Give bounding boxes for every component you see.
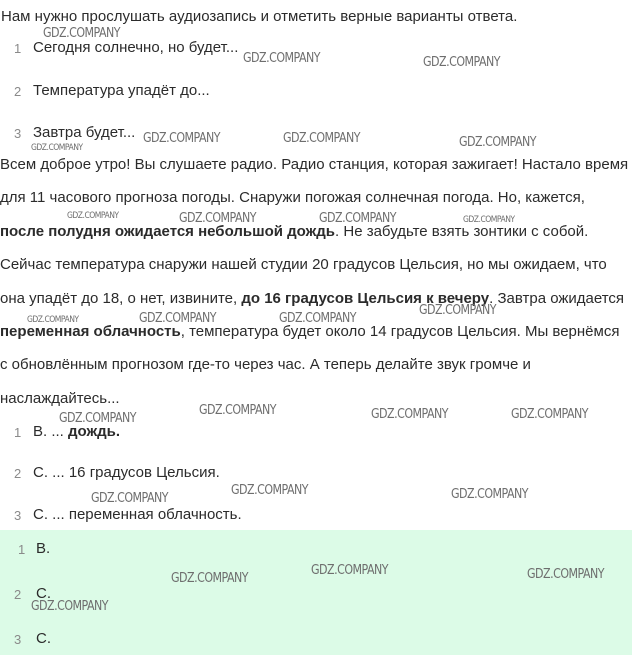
watermark: GDZ.COMPANY bbox=[143, 131, 221, 146]
watermark: GDZ.COMPANY bbox=[91, 491, 169, 506]
question-number: 3 bbox=[14, 126, 22, 141]
question-number: 2 bbox=[14, 84, 22, 99]
answer-key-letter: C. bbox=[36, 585, 51, 602]
answer-number: 2 bbox=[14, 466, 22, 481]
question-text: Сегодня солнечно, но будет... bbox=[33, 39, 239, 56]
watermark: GDZ.COMPANY bbox=[423, 55, 501, 70]
watermark: GDZ.COMPANY bbox=[199, 403, 277, 418]
watermark: GDZ.COMPANY bbox=[243, 51, 321, 66]
answer-key-number: 3 bbox=[14, 632, 22, 647]
answer-bold: дождь. bbox=[68, 423, 121, 440]
watermark: GDZ.COMPANY bbox=[279, 311, 357, 326]
answer-key-letter: B. bbox=[36, 540, 51, 557]
transcript-text: . Завтра ожидается bbox=[489, 289, 625, 307]
watermark: GDZ.COMPANY bbox=[463, 215, 515, 225]
radio-transcript bbox=[0, 148, 630, 415]
answer-key-number: 1 bbox=[18, 542, 26, 557]
transcript-highlight: после полудня ожидается небольшой дождь bbox=[0, 222, 336, 240]
answer-key-letter: C. bbox=[36, 630, 51, 647]
watermark: GDZ.COMPANY bbox=[179, 211, 257, 226]
answer-key-box bbox=[0, 530, 632, 655]
task-instruction: Нам нужно прослушать аудиозапись и отметить верные варианты ответа. bbox=[1, 8, 518, 25]
watermark: GDZ.COMPANY bbox=[43, 26, 121, 41]
watermark: GDZ.COMPANY bbox=[371, 407, 449, 422]
watermark: GDZ.COMPANY bbox=[59, 411, 137, 426]
watermark: GDZ.COMPANY bbox=[319, 211, 397, 226]
watermark: GDZ.COMPANY bbox=[139, 311, 217, 326]
watermark: GDZ.COMPANY bbox=[67, 211, 119, 221]
transcript-text: Всем доброе утро! Вы слушаете радио. Радио станция, которая зажигает! Настало время для 11 часового прогноза погоды. Снаружи погожая солнечная погода. Но, кажется, bbox=[0, 156, 629, 207]
watermark: GDZ.COMPANY bbox=[511, 407, 589, 422]
watermark: GDZ.COMPANY bbox=[451, 487, 529, 502]
transcript-highlight: переменная облачность bbox=[0, 323, 181, 341]
answer-text: C. ... переменная облачность. bbox=[33, 506, 242, 523]
answer-number: 1 bbox=[14, 425, 22, 440]
watermark: GDZ.COMPANY bbox=[419, 303, 497, 318]
question-text: Завтра будет... bbox=[33, 124, 136, 141]
question-text: Температура упадёт до... bbox=[33, 82, 210, 99]
watermark: GDZ.COMPANY bbox=[27, 315, 79, 325]
transcript-text: , температура будет около 14 градусов Цельсия. Мы вернёмся с обновлённым прогнозом где-то через час. А теперь делайте звук громче и наслаждайтесь... bbox=[0, 323, 620, 407]
question-number: 1 bbox=[14, 41, 22, 56]
watermark: GDZ.COMPANY bbox=[31, 143, 83, 153]
answer-number: 3 bbox=[14, 508, 22, 523]
transcript-highlight: до 16 градусов Цельсия к вечеру bbox=[241, 289, 490, 307]
watermark: GDZ.COMPANY bbox=[527, 567, 605, 582]
answer-key-number: 2 bbox=[14, 587, 22, 602]
watermark: GDZ.COMPANY bbox=[31, 599, 109, 614]
watermark: GDZ.COMPANY bbox=[231, 483, 309, 498]
transcript-text: . Не забудьте взять зонтики с собой. Сейчас температура снаружи нашей студии 20 градусов Цельсия, но мы ожидаем, что она упадёт до 18, о нет, извините, bbox=[0, 222, 607, 307]
watermark: GDZ.COMPANY bbox=[283, 131, 361, 146]
watermark: GDZ.COMPANY bbox=[459, 135, 537, 150]
answer-prefix: B. ... bbox=[33, 423, 69, 440]
answer-text: C. ... 16 градусов Цельсия. bbox=[33, 464, 220, 481]
watermark: GDZ.COMPANY bbox=[311, 563, 389, 578]
watermark: GDZ.COMPANY bbox=[171, 571, 249, 586]
